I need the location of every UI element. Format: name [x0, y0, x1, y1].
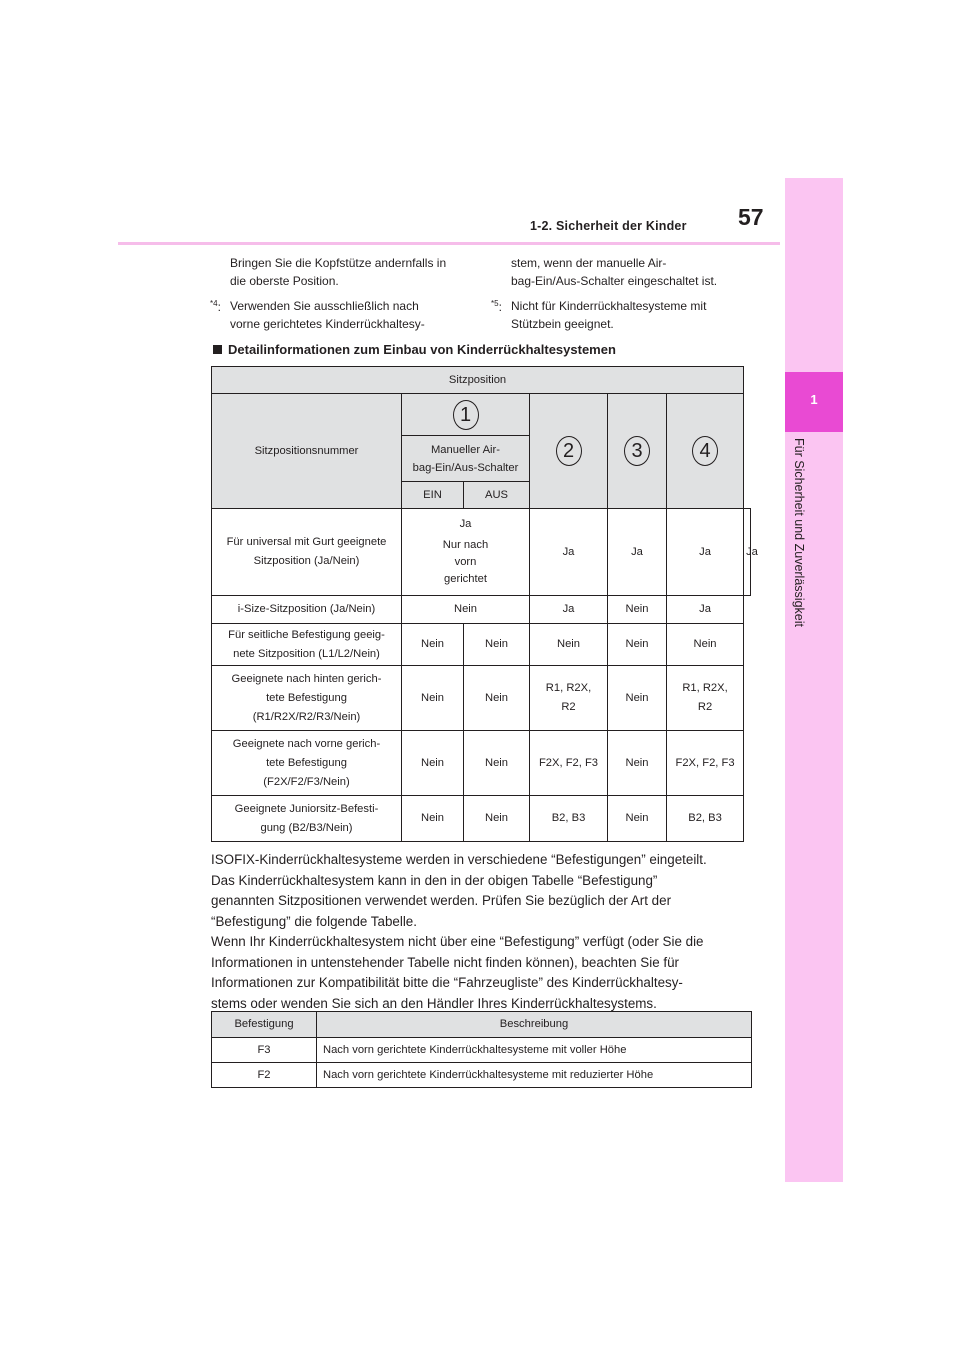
table-cell: B2, B3 — [667, 796, 744, 842]
seat-position-table — [211, 366, 758, 842]
table-row — [212, 1063, 752, 1088]
table-cell: Nein — [608, 731, 667, 796]
row-label: Geeignete Juniorsitz-Befesti- gung (B2/B3/Nein) — [212, 796, 402, 842]
seat-2-header — [530, 394, 608, 509]
table-cell: Ja — [744, 509, 751, 596]
chapter-number: 1 — [810, 392, 818, 407]
fixture-column-header: Befestigung — [212, 1012, 317, 1038]
table-cell: F2X, F2, F3 — [530, 731, 608, 796]
section-heading: Detailinformationen zum Einbau von Kinderrückhaltesystemen — [213, 342, 616, 357]
row-label: i-Size-Sitzposition (Ja/Nein) — [212, 596, 402, 624]
footnote-right-continuation: stem, wenn der manuelle Air- bag-Ein/Aus-Schalter eingeschaltet ist. — [511, 256, 718, 288]
table-row — [212, 796, 751, 842]
switch-off-header: AUS — [464, 482, 530, 509]
table-cell: Nein — [402, 796, 464, 842]
seat-1-header — [402, 394, 530, 436]
fixture-description: Nach vorn gerichtete Kinderrückhaltesysteme mit reduzierter Höhe — [317, 1063, 752, 1088]
seat-4-header — [667, 394, 744, 509]
seat-number-1-icon: 1 — [453, 400, 479, 430]
table-cell: Nein — [464, 731, 530, 796]
footnote-4-text: Verwenden Sie ausschließlich nach vorne gerichtetes Kinderrückhaltesy- — [230, 299, 425, 331]
table-cell: Nein — [530, 624, 608, 666]
airbag-switch-header: Manueller Air- bag-Ein/Aus-Schalter — [402, 436, 530, 482]
table-cell: Nein — [667, 624, 744, 666]
table-cell: Nein — [608, 624, 667, 666]
table-cell: Nein — [464, 624, 530, 666]
table-cell: B2, B3 — [530, 796, 608, 842]
table-cell: Nein — [464, 796, 530, 842]
table-cell: Nein — [608, 596, 667, 624]
table-row — [212, 666, 751, 731]
header-rule — [118, 242, 780, 245]
row-label: Geeignete nach hinten gerich- tete Befestigung (R1/R2X/R2/R3/Nein) — [212, 666, 402, 731]
footnote-5-marker: $^{*5}$: — [491, 299, 502, 314]
footnote-4-marker: $^{*4}$: — [210, 299, 221, 314]
section-header: 1-2. Sicherheit der Kinder — [530, 219, 687, 233]
table-row — [212, 624, 751, 666]
seat-number-4-icon: 4 — [692, 436, 718, 466]
description-column-header: Beschreibung — [317, 1012, 752, 1038]
table-cell: Ja — [608, 509, 667, 596]
page-number: 57 — [738, 204, 764, 230]
table-cell: Ja — [530, 509, 608, 596]
row-label: Geeignete nach vorne gerich- tete Befestigung (F2X/F2/F3/Nein) — [212, 731, 402, 796]
table-cell: Nein — [608, 666, 667, 731]
table-cell: Nein — [402, 596, 530, 624]
body-paragraph: ISOFIX-Kinderrückhaltesysteme werden in verschiedene “Befestigungen” eingeteilt. Das Kinderrückhaltesystem kann in den in der obigen Tabelle “Befestigung” genannten Sitzpositionen verwendet werden. Prüfen Sie bezüglich der Art der “Befestigung” die folgende Tabelle. Wenn Ihr Kinderrückhaltesystem nicht über eine “Befestigung” verfügt (oder Sie die Informationen in untenstehender Tabelle nicht finden können), beachten Sie für Informationen zur Kompatibilität bitte die “Fahrzeugliste” des Kinderrückhaltesy- stems oder wenden Sie sich an den Händler Ihres Kinderrückhaltesystems. — [211, 852, 707, 1011]
table-cell: Nein — [608, 796, 667, 842]
table-title: Sitzposition — [212, 367, 744, 394]
table-cell: Nein — [402, 624, 464, 666]
seat-number-row-header: Sitzpositionsnummer — [212, 394, 402, 509]
table-cell: R1, R2X, R2 — [667, 666, 744, 731]
table-row — [212, 509, 751, 596]
seat-3-header — [608, 394, 667, 509]
fixture-description: Nach vorn gerichtete Kinderrückhaltesysteme mit voller Höhe — [317, 1038, 752, 1063]
table-cell: F2X, F2, F3 — [667, 731, 744, 796]
table-row — [212, 1038, 752, 1063]
fixture-code: F2 — [212, 1063, 317, 1088]
footnote-left-continuation: Bringen Sie die Kopfstütze andernfalls in die oberste Position. — [230, 256, 447, 288]
switch-on-header: EIN — [402, 482, 464, 509]
footnote-5-text: Nicht für Kinderrückhaltesysteme mit Stützbein geeignet. — [511, 299, 707, 331]
row-label: Für seitliche Befestigung geeig- nete Sitzposition (L1/L2/Nein) — [212, 624, 402, 666]
square-bullet-icon — [213, 345, 222, 354]
fixture-table — [211, 1011, 752, 1088]
table-cell: R1, R2X, R2 — [530, 666, 608, 731]
row-label: Für universal mit Gurt geeignete Sitzposition (Ja/Nein) — [212, 509, 402, 596]
chapter-title: Für Sicherheit und Zuverlässigkeit — [792, 438, 806, 627]
table-cell: Ja — [667, 509, 744, 596]
seat-1-universal-cell: Ja Nur nach vorn gerichtet — [402, 509, 530, 596]
table-cell: Nein — [402, 666, 464, 731]
seat-number-2-icon: 2 — [556, 436, 582, 466]
table-cell: Ja — [530, 596, 608, 624]
fixture-code: F3 — [212, 1038, 317, 1063]
table-row — [212, 731, 751, 796]
seat-number-3-icon: 3 — [624, 436, 650, 466]
table-cell: Nein — [402, 731, 464, 796]
table-cell: Ja — [667, 596, 744, 624]
table-cell: Nein — [464, 666, 530, 731]
table-row — [212, 596, 751, 624]
